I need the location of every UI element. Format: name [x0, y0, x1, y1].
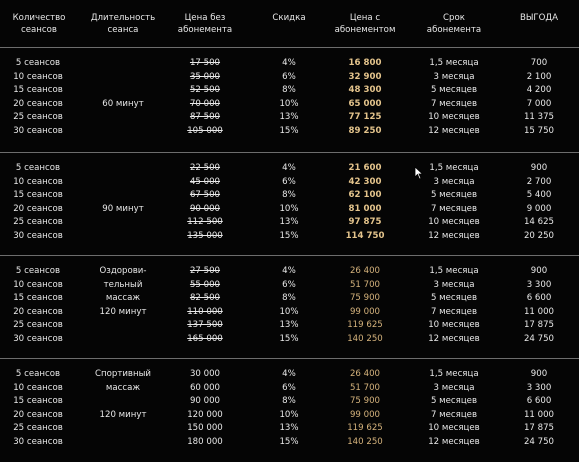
price-old-cell: 165 000 [187, 333, 223, 344]
discount-cell: 10% [279, 98, 299, 109]
duration-label: 120 минут [99, 306, 147, 317]
savings-cell: 900 [530, 369, 548, 379]
term-cell: 3 месяца [433, 382, 475, 393]
sessions-cell: 10 сеансов [13, 71, 63, 82]
term-cell: 1,5 месяца [429, 163, 479, 173]
term-cell: 5 месяцев [430, 85, 478, 95]
table-row [0, 162, 579, 176]
savings-cell: 900 [530, 163, 548, 173]
sessions-cell: 25 сеансов [13, 217, 63, 227]
sessions-cell: 10 сеансов [13, 382, 63, 393]
price-old-cell: 70 000 [189, 98, 221, 109]
discount-cell: 13% [279, 423, 299, 433]
price-old-cell: 60 000 [189, 382, 221, 393]
table-row [0, 111, 579, 125]
discount-cell: 6% [282, 279, 296, 290]
sessions-cell: 15 сеансов [13, 293, 63, 303]
sessions-cell: 20 сеансов [13, 409, 63, 420]
price-new-cell: 16 800 [348, 58, 382, 68]
price-new-cell: 32 900 [348, 71, 382, 82]
sessions-cell: 10 сеансов [13, 279, 63, 290]
term-cell: 12 месяцев [428, 125, 480, 136]
section-divider [0, 358, 579, 359]
savings-cell: 5 400 [526, 190, 552, 200]
price-new-cell: 97 875 [348, 217, 382, 227]
price-old-cell: 112 500 [187, 217, 223, 227]
price-old-cell: 82 500 [189, 293, 221, 303]
term-cell: 7 месяцев [430, 306, 478, 317]
price-new-cell: 81 000 [348, 203, 382, 214]
term-cell: 3 месяца [433, 176, 475, 187]
sessions-cell: 20 сеансов [13, 98, 63, 109]
savings-cell: 20 250 [523, 230, 555, 241]
sessions-cell: 30 сеансов [13, 436, 63, 447]
savings-cell: 3 300 [526, 382, 552, 393]
term-cell: 1,5 месяца [429, 58, 479, 68]
price-new-cell: 89 250 [348, 125, 382, 136]
discount-cell: 13% [279, 217, 299, 227]
savings-cell: 2 700 [526, 176, 552, 187]
term-cell: 12 месяцев [428, 333, 480, 344]
duration-label: 120 минут [99, 409, 147, 420]
discount-cell: 8% [282, 293, 296, 303]
price-old-cell: 150 000 [187, 423, 223, 433]
sessions-cell: 30 сеансов [13, 230, 63, 241]
term-cell: 7 месяцев [430, 409, 478, 420]
price-old-cell: 35 000 [189, 71, 221, 82]
sessions-cell: 20 сеансов [13, 306, 63, 317]
discount-cell: 15% [279, 125, 299, 136]
discount-cell: 10% [279, 306, 299, 317]
savings-cell: 9 000 [526, 203, 552, 214]
term-cell: 10 месяцев [428, 320, 480, 330]
price-old-cell: 90 000 [189, 396, 221, 406]
price-new-cell: 65 000 [348, 98, 382, 109]
header-term: Срок абонемента [426, 13, 482, 35]
table-header [0, 0, 579, 48]
price-old-cell: 17 500 [189, 58, 221, 68]
sessions-cell: 25 сеансов [13, 112, 63, 122]
header-duration: Длительность сеанса [90, 13, 156, 35]
discount-cell: 6% [282, 176, 296, 187]
discount-cell: 6% [282, 71, 296, 82]
discount-cell: 10% [279, 203, 299, 214]
term-cell: 12 месяцев [428, 230, 480, 241]
table-row [0, 333, 579, 347]
sessions-cell: 5 сеансов [15, 58, 61, 68]
savings-cell: 24 750 [523, 333, 555, 344]
discount-cell: 4% [282, 163, 296, 173]
sessions-cell: 15 сеансов [13, 190, 63, 200]
term-cell: 3 месяца [433, 279, 475, 290]
price-old-cell: 55 000 [189, 279, 221, 290]
savings-cell: 2 100 [526, 71, 552, 82]
savings-cell: 7 000 [526, 98, 552, 109]
discount-cell: 8% [282, 85, 296, 95]
table-row [0, 230, 579, 244]
discount-cell: 15% [279, 436, 299, 447]
term-cell: 10 месяцев [428, 217, 480, 227]
sessions-cell: 25 сеансов [13, 423, 63, 433]
term-cell: 7 месяцев [430, 98, 478, 109]
savings-cell: 6 600 [526, 293, 552, 303]
term-cell: 12 месяцев [428, 436, 480, 447]
term-cell: 10 месяцев [428, 112, 480, 122]
price-old-cell: 87 500 [189, 112, 221, 122]
term-cell: 1,5 месяца [429, 266, 479, 276]
price-old-cell: 180 000 [187, 436, 223, 447]
price-new-cell: 119 625 [347, 423, 383, 433]
savings-cell: 4 200 [526, 85, 552, 95]
table-row [0, 125, 579, 139]
term-cell: 7 месяцев [430, 203, 478, 214]
term-cell: 5 месяцев [430, 293, 478, 303]
savings-cell: 700 [530, 58, 548, 68]
price-new-cell: 51 700 [349, 382, 381, 393]
price-new-cell: 119 625 [347, 320, 383, 330]
price-new-cell: 99 000 [349, 409, 381, 420]
discount-cell: 8% [282, 190, 296, 200]
price-new-cell: 77 125 [348, 112, 382, 122]
section-divider [0, 152, 579, 153]
discount-cell: 15% [279, 333, 299, 344]
savings-cell: 14 625 [523, 217, 555, 227]
price-old-cell: 137 500 [187, 320, 223, 330]
savings-cell: 6 600 [526, 396, 552, 406]
price-new-cell: 62 100 [348, 190, 382, 200]
price-new-cell: 140 250 [347, 333, 383, 344]
price-old-cell: 27 500 [189, 266, 221, 276]
price-new-cell: 42 300 [348, 176, 382, 187]
term-cell: 3 месяца [433, 71, 475, 82]
price-old-cell: 52 500 [189, 85, 221, 95]
price-old-cell: 105 000 [187, 125, 223, 136]
price-old-cell: 22 500 [189, 163, 221, 173]
header-sessions: Количество сеансов [12, 13, 66, 35]
price-new-cell: 140 250 [347, 436, 383, 447]
price-old-cell: 67 500 [189, 190, 221, 200]
price-new-cell: 75 900 [349, 293, 381, 303]
table-row [0, 319, 579, 333]
header-savings: ВЫГОДА [519, 13, 559, 23]
table-row [0, 216, 579, 230]
discount-cell: 6% [282, 382, 296, 393]
table-row [0, 176, 579, 190]
header-price-new: Цена с абонементом [334, 13, 396, 35]
table-row [0, 71, 579, 85]
savings-cell: 17 875 [523, 320, 555, 330]
discount-cell: 4% [282, 369, 296, 379]
table-row [0, 436, 579, 450]
price-new-cell: 21 600 [348, 163, 382, 173]
sessions-cell: 5 сеансов [15, 163, 61, 173]
savings-cell: 17 875 [523, 423, 555, 433]
discount-cell: 4% [282, 266, 296, 276]
discount-cell: 4% [282, 58, 296, 68]
price-new-cell: 26 400 [349, 369, 381, 379]
term-cell: 5 месяцев [430, 190, 478, 200]
header-divider [0, 47, 579, 48]
header-discount: Скидка [272, 13, 306, 23]
price-new-cell: 48 300 [348, 85, 382, 95]
discount-cell: 15% [279, 230, 299, 241]
duration-type-label: Спортивный массаж [95, 369, 151, 393]
savings-cell: 3 300 [526, 279, 552, 290]
price-new-cell: 99 000 [349, 306, 381, 317]
price-new-cell: 26 400 [349, 266, 381, 276]
savings-cell: 11 375 [523, 112, 555, 122]
discount-cell: 10% [279, 409, 299, 420]
table-row [0, 395, 579, 409]
duration-type-label: Оздорови- тельный массаж [99, 266, 147, 303]
sessions-cell: 15 сеансов [13, 85, 63, 95]
discount-cell: 8% [282, 396, 296, 406]
savings-cell: 24 750 [523, 436, 555, 447]
sessions-cell: 5 сеансов [15, 266, 61, 276]
price-old-cell: 90 000 [189, 203, 221, 214]
price-new-cell: 75 900 [349, 396, 381, 406]
price-old-cell: 110 000 [187, 306, 223, 317]
table-row [0, 84, 579, 98]
duration-label: 60 минут [102, 98, 144, 109]
sessions-cell: 30 сеансов [13, 333, 63, 344]
sessions-cell: 25 сеансов [13, 320, 63, 330]
sessions-cell: 15 сеансов [13, 396, 63, 406]
term-cell: 1,5 месяца [429, 369, 479, 379]
discount-cell: 13% [279, 112, 299, 122]
price-old-cell: 135 000 [187, 230, 223, 241]
mouse-cursor-icon [414, 166, 424, 180]
sessions-cell: 10 сеансов [13, 176, 63, 187]
header-price-old: Цена без абонемента [177, 13, 233, 35]
price-new-cell: 51 700 [349, 279, 381, 290]
savings-cell: 900 [530, 266, 548, 276]
duration-label: 90 минут [102, 203, 144, 214]
price-old-cell: 45 000 [189, 176, 221, 187]
table-row [0, 189, 579, 203]
price-old-cell: 30 000 [189, 369, 221, 379]
table-row [0, 422, 579, 436]
sessions-cell: 20 сеансов [13, 203, 63, 214]
discount-cell: 13% [279, 320, 299, 330]
table-row [0, 57, 579, 71]
savings-cell: 15 750 [523, 125, 555, 136]
sessions-cell: 5 сеансов [15, 369, 61, 379]
term-cell: 10 месяцев [428, 423, 480, 433]
section-divider [0, 255, 579, 256]
savings-cell: 11 000 [523, 306, 555, 317]
term-cell: 5 месяцев [430, 396, 478, 406]
sessions-cell: 30 сеансов [13, 125, 63, 136]
price-new-cell: 114 750 [345, 230, 385, 241]
savings-cell: 11 000 [523, 409, 555, 420]
price-old-cell: 120 000 [187, 409, 223, 420]
